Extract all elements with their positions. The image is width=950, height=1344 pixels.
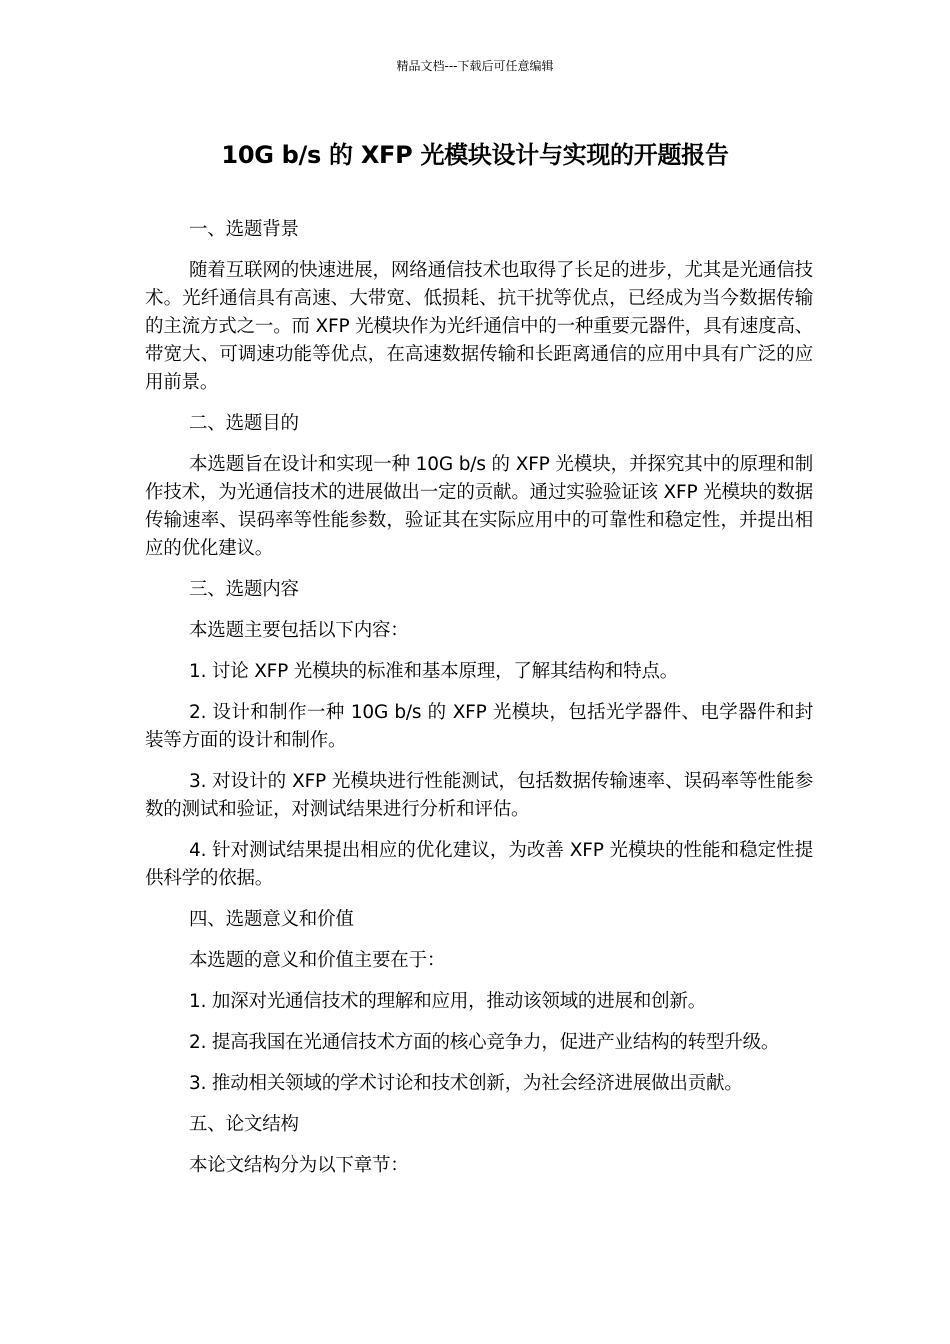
list-item-content-4: 4. 针对测试结果提出相应的优化建议，为改善 XFP 光模块的性能和稳定性提供科学的依据。 xyxy=(145,840,813,889)
paragraph-content-intro: 本选题主要包括以下内容： xyxy=(189,620,409,641)
section-heading-background: 一、选题背景 xyxy=(189,219,299,240)
paragraph-background: 随着互联网的快速进展，网络通信技术也取得了长足的进步，尤其是光通信技术。光纤通信具有高速、大带宽、低损耗、抗干扰等优点，已经成为当今数据传输的主流方式之一。而 XFP 光模块作为光纤通信中的一种重要元器件，具有速度高、带宽大、可调速功能等优点，在高速数据传输和长距离通信的应用中具有广泛的应用前景。 xyxy=(145,260,813,393)
document-body xyxy=(145,216,813,1193)
paragraph-structure-intro: 本论文结构分为以下章节： xyxy=(189,1155,409,1176)
list-item-content-1: 1. 讨论 XFP 光模块的标准和基本原理，了解其结构和特点。 xyxy=(189,661,679,682)
page-header: 精品文档---下载后可任意编辑 xyxy=(396,59,554,73)
document-title: 10G b/s 的 XFP 光模块设计与实现的开题报告 xyxy=(221,141,729,169)
list-item-content-2: 2. 设计和制作一种 10G b/s 的 XFP 光模块，包括光学器件、电学器件和封装等方面的设计和制作。 xyxy=(145,702,813,751)
section-heading-content: 三、选题内容 xyxy=(189,579,299,600)
list-item-significance-1: 1. 加深对光通信技术的理解和应用，推动该领域的进展和创新。 xyxy=(189,991,707,1012)
paragraph-significance-intro: 本选题的意义和价值主要在于： xyxy=(189,950,446,971)
list-item-significance-2: 2. 提高我国在光通信技术方面的核心竞争力，促进产业结构的转型升级。 xyxy=(189,1032,780,1053)
section-heading-purpose: 二、选题目的 xyxy=(189,413,299,434)
section-heading-significance: 四、选题意义和价值 xyxy=(189,909,354,930)
section-heading-structure: 五、论文结构 xyxy=(189,1114,299,1135)
paragraph-purpose: 本选题旨在设计和实现一种 10G b/s 的 XFP 光模块，并探究其中的原理和制作技术，为光通信技术的进展做出一定的贡献。通过实验验证该 XFP 光模块的数据传输速率、误码率等性能参数，验证其在实际应用中的可靠性和稳定性，并提出相应的优化建议。 xyxy=(145,454,813,559)
list-item-content-3: 3. 对设计的 XFP 光模块进行性能测试，包括数据传输速率、误码率等性能参数的测试和验证，对测试结果进行分析和评估。 xyxy=(145,771,813,820)
list-item-significance-3: 3. 推动相关领域的学术讨论和技术创新，为社会经济进展做出贡献。 xyxy=(189,1073,743,1094)
